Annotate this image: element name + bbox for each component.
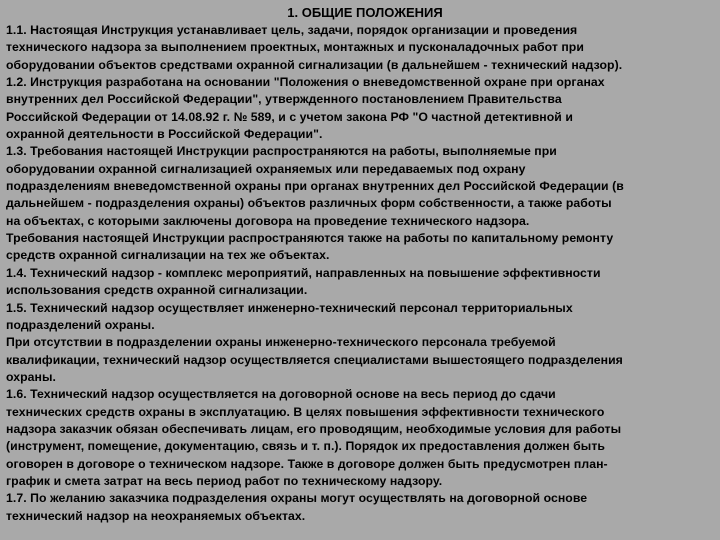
page-title: 1. ОБЩИЕ ПОЛОЖЕНИЯ [287,5,443,20]
text-line: 1.1. Настоящая Инструкция устанавливает цель, задачи, порядок организации и проведения [6,23,578,37]
text-line: оговорен в договоре о техническом надзоре. Также в договоре должен быть предусмотрен план- [6,456,608,471]
body-text [6,22,712,525]
text-line: 1.6. Технический надзор осуществляется на договорной основе на весь период до сдачи [6,387,556,402]
text-line: технического надзора за выполнением проектных, монтажных и пусконаладочных работ при [6,40,584,55]
text-line: дальнейшем - подразделения охраны) объектов различных форм собственности, а также работы [6,196,612,211]
text-line: оборудовании охранной сигнализацией охраняемых или передаваемых под охрану [6,161,526,176]
text-line: 1.7. По желанию заказчика подразделения охраны могут осуществлять на договорной основе [6,491,588,506]
text-line: охранной деятельности в Российской Федерации". [6,127,323,142]
text-line: При отсутствии в подразделении охраны инженерно-технического персонала требуемой [6,335,556,350]
text-line: использования средств охранной сигнализации. [6,283,308,298]
text-line: 1.5. Технический надзор осуществляет инженерно-технический персонал территориальных [6,300,573,315]
text-line: охраны. [6,369,56,384]
text-line: квалификации, технический надзор осуществляется специалистами вышестоящего подразделения [6,352,623,367]
text-line: 1.2. Инструкция разработана на основании "Положения о вневедомственной охране при органах [6,75,605,90]
text-line: 1.3. Требования настоящей Инструкции распространяются на работы, выполняемые при [6,144,557,159]
text-line: график и смета затрат на весь период работ по техническому надзору. [6,473,443,488]
text-line: 1.4. Технический надзор - комплекс мероприятий, направленных на повышение эффективности [6,265,601,280]
text-line: надзора заказчик обязан обеспечивать лицам, его проводящим, необходимые условия для работы [6,421,622,436]
text-line: технический надзор на неохраняемых объектах. [6,508,306,523]
text-line: оборудовании объектов средствами охранной сигнализации (в дальнейшем - технический надзор). [6,57,623,72]
text-line: подразделениям вневедомственной охраны при органах внутренних дел Российской Федерации (в [6,179,624,194]
text-line: Российской Федерации от 14.08.92 г. № 589, и с учетом закона РФ "О частной детективной и [6,109,573,124]
text-line: технических средств охраны в эксплуатацию. В целях повышения эффективности технического [6,404,605,419]
text-line: (инструмент, помещение, документацию, связь и т. п.). Порядок их предоставления должен быть [6,439,605,454]
text-line: средств охранной сигнализации на тех же объектах. [6,248,330,263]
text-line: на объектах, с которыми заключены договора на проведение технического надзора. [6,213,530,228]
text-line: подразделений охраны. [6,317,155,332]
text-line: Требования настоящей Инструкции распространяются также на работы по капитальному ремонту [6,231,614,246]
text-line: внутренних дел Российской Федерации", утвержденного постановлением Правительства [6,92,562,107]
